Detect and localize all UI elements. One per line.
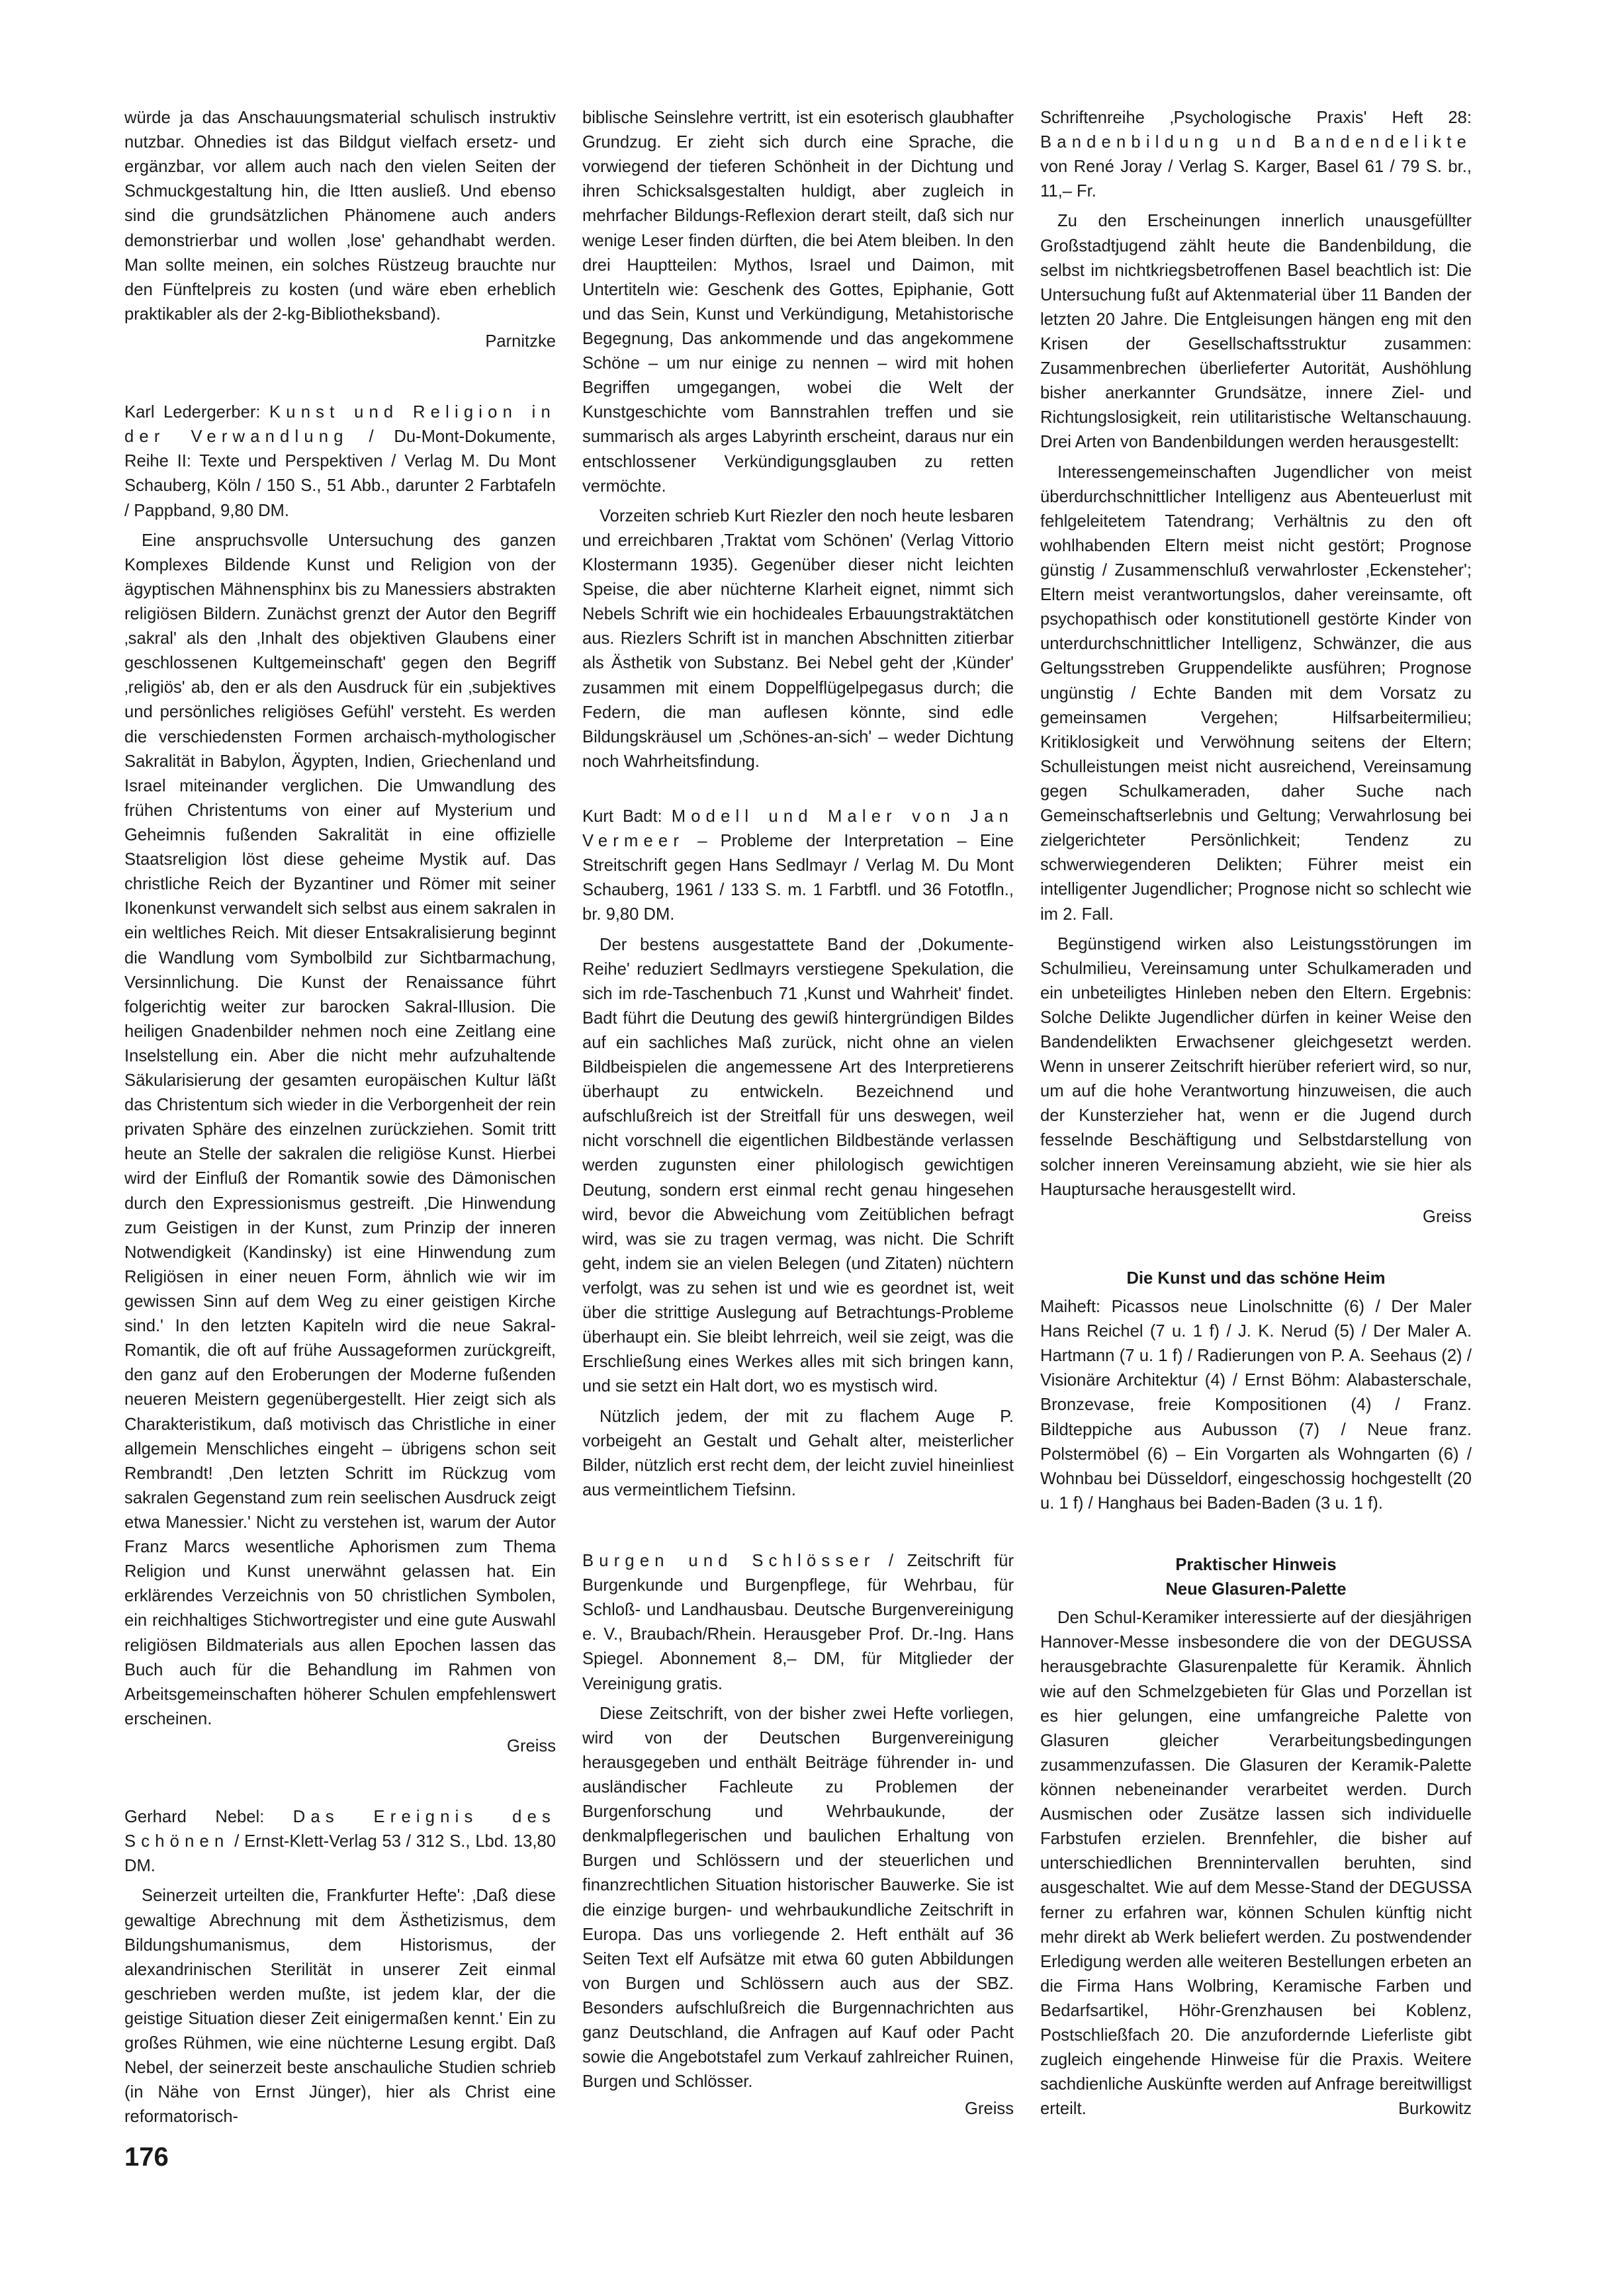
review-book-title: Kunst und Religion in der Verwandlung — [124, 403, 556, 447]
review-nebel-continued — [582, 106, 1014, 774]
review-paragraph: Diese Zeitschrift, von der bisher zwei Hefte vorliegen, wird von der Deutschen Burgenvereinigung herausgegeben und enthält Beiträge führender in- und ausländischer Fachleute zu Problemen der Burgenforschung und Wehrbaukunde, der denkmalpflegerischen und baulichen Erhaltung von Burgen und Schlössern und der steuerlichen und finanzrechtlichen Situation historischer Bauwerke. Sie ist die einzige burgen- und wehrbaukundliche Zeitschrift in Europa. Das uns vorliegende 2. Heft enthält auf 36 Seiten Text elf Aufsätze mit etwa 60 guten Abbildungen von Burgen und Schlössern auch aus der SBZ. Besonders aufschlußreich die Burgennachrichten aus ganz Deutschland, die Anfragen auf Kauf oder Pacht sowie die Angebotstafel zum Verkauf zahlreicher Ruinen, Burgen und Schlösser. — [582, 1704, 1014, 2092]
column-right — [1040, 106, 1472, 2159]
section-glasuren-palette — [1040, 1553, 1472, 2122]
review-ledergerber — [124, 400, 556, 1759]
section-paragraph — [1040, 1606, 1472, 2121]
review-signature: Greiss — [507, 1737, 556, 1755]
review-series: Schriftenreihe ‚Psychologische Praxis' Heft 28: — [1040, 109, 1472, 127]
review-paragraph: biblische Seinslehre vertritt, ist ein esoterisch glaubhafter Grundzug. Er zieht sich durch eine Sprache, die vorwiegend der tieferen Schönheit in der Dichtung und ihren Schicksalsgestalten huldigt, aber zugleich in mehrfacher Bildungs-Reflexion derart steilt, daß sich nur wenige Leser finden dürften, die bei Atem bleiben. In den drei Hauptteilen: Mythos, Israel und Daimon, mit Untertiteln wie: Geschenk des Gottes, Epiphanie, Gott und das Sein, Kunst und Verkündigung, Metahistorische Begegnung, Das ankommende und das angekommene Schöne – um nur einige zu nennen – wird mit hohen Begriffen umgegangen, wobei die Welt der Kunstgeschichte vom Bannstrahlen treffen und sie summarisch als arges Labyrinth erscheint, daraus nur ein entschlossener Verkündigungsglauben zu retten vermöchte. — [582, 109, 1014, 496]
section-heading: Die Kunst und das schöne Heim — [1126, 1268, 1386, 1288]
review-signature: Parnitzke — [485, 331, 556, 351]
page-number: 176 — [124, 2142, 169, 2172]
review-signature: Greiss — [965, 2099, 1014, 2119]
review-book-title: Das Ereignis des Schönen — [124, 1808, 556, 1851]
review-paragraph: Interessengemeinschaften Jugendlicher von meist überdurchschnittlicher Intelligenz aus Abenteuerlust mit fehlgeleitetem Tatendrang; Verhältnis zu den oft wohlhabenden Eltern meist nicht gestört; Prognose günstig / Zusammenschluß verwahrloster ‚Eckensteher'; Eltern meist verantwortungslos, daher vereinsamte, oft psychopathisch oder konstitutionell gestörte Kinder von unterdurchschnittlicher Intelligenz, Schwänzer, die aus Geltungsstreben Gruppendelikte ausführen; Prognose ungünstig / Echte Banden mit dem Vorsatz zu gemeinsamen Vergehen; Hilfsarbeitermilieu; Kritiklosigkeit und Verwöhnung seitens der Eltern; Schulleistungen meist nicht ausreichend, Vereinsamung gegen Schulkameraden, daher Suche nach Gemeinschaftserlebnis und Geltung; Verwahrlosung bei zielgerichteter Persönlichkeit; Tendenz zu schwerwiegenderen Delikten; Führer meist ein intelligenter Jugendlicher; Prognose nicht so schlecht wie im 2. Fall. — [1040, 463, 1472, 924]
review-citation — [124, 1805, 556, 1878]
review-nebel — [124, 1805, 556, 2129]
review-bandenbildung — [1040, 106, 1472, 1229]
review-paragraph-text: Nützlich jedem, der mit zu flachem Auge vorbeigeht an Gestalt und Gehalt alter, meisterlicher Bilder, nützlich erst recht dem, der leicht zuviel hineinliest aus vermeintlichem Tiefsinn. — [582, 1407, 1014, 1499]
review-paragraph: Eine anspruchsvolle Untersuchung des ganzen Komplexes Bildende Kunst und Religion von der ägyptischen Mähnensphinx bis zu Manessiers abstrakten religiösen Bildern. Zunächst grenzt der Autor den Begriff ‚sakral' als den ‚Inhalt des objektiven Glaubens einer geschlossenen Kultgemeinschaft' gegen den Begriff ‚religiös' ab, den er als den Ausdruck für ein ‚subjektives und persönliches religiöses Gefühl' versteht. Es werden die verschiedensten Formen archaisch-mythologischer Sakralität in Babylon, Ägypten, Indien, Griechenland und Israel miteinander verglichen. Die Umwandlung des frühen Christentums von einer auf Mysterium und Geheimnis fußenden Sakralität in eine offizielle Staatsreligion löst diese geheime Mystik auf. Das christliche Reich der Byzantiner und Römer mit seiner Ikonenkunst verwandelt sich selbst aus einem sakralen in ein weltliches Reich. Mit dieser Entsakralisierung beginnt die Wandlung vom Symbolbild zur Sichtbarmachung, Versinnlichung. Die Kunst der Renaissance führt folgerichtig weiter zur barocken Sakral-Illusion. Die heiligen Gnadenbilder nehmen noch eine Zeitlang eine Inselstellung ein. Aber die nicht mehr aufzuhaltende Säkularisierung der gesamten europäischen Kultur läßt das Christentum sich wieder in die Verborgenheit der rein privaten Sphäre des einzelnen zurückziehen. Somit tritt heute an Stelle der sakralen die religiöse Kunst. Hierbei wird der Einfluß der Romantik sowie des Dämonischen durch den Expressionismus gestreift. ‚Die Hinwendung zum Geistigen in der Kunst, zum Prinzip der inneren Notwendigkeit (Kandinsky) ist eine Hinwendung zum Religiösen in einer neuen Form, ähnlich wie wir im gewissen Sinn auf dem Weg zu einer geistigen Kirche sind.' In den letzten Kapiteln wird die neue Sakral-Romantik, die oft auf frühe Aussageformen zurückgreift, den ganz auf den Eroberungen der Moderne fußenden neueren Meistern gegenübergestellt. Hier zeigt sich als Charakteristikum, daß motivisch das Christliche in einer allgemein Menschliches eingeht – übrigens schon seit Rembrandt! ‚Den letzten Schritt im Rückzug vom sakralen Gegenstand zum rein seelischen Ausdruck zeigt etwa Manessier.' Nicht zu verstehen ist, warum der Autor Franz Marcs wesentliche Aphorismen zum Thema Religion und Kunst unerwähnt gelassen hat. Ein erklärendes Verzeichnis von 50 christlichen Symbolen, ein reichhaltiges Stichwortregister und eine gute Auswahl religiösen Bildmaterials aus allen Epochen lassen das Buch auch für die Behandlung im Rahmen von Arbeitsgemeinschaften höherer Schulen empfehlenswert erscheinen. — [124, 531, 556, 1728]
review-citation — [582, 1549, 1014, 1697]
review-publication-details: / Ernst-Klett-Verlag 53 / 312 S., Lbd. 13,80 DM. — [124, 1832, 556, 1876]
review-signature: P. — [1000, 1407, 1014, 1426]
review-citation — [1040, 106, 1472, 204]
section-paragraph-text: Den Schul-Keramiker interessierte auf der diesjährigen Hannover-Messe insbesondere die von der DEGUSSA herausgebrachte Glasurenpalette für Keramik. Ähnlich wie auf den Schmelzgebieten für Glas und Porzellan ist es hier gelungen, eine umfangreiche Palette von Glasuren gleicher Verarbeitungsbedingungen zusammenzufassen. Die Glasuren der Keramik-Palette können nebeneinander verarbeitet werden. Durch Ausmischen oder Zusätze lassen sich individuelle Farbstufen erzielen. Brennfehler, die bisher auf unterschiedlichen Brennintervallen beruhten, sind ausgeschaltet. Wie auf dem Messe-Stand der DEGUSSA ferner zu erfahren war, können Schulen künftig nicht mehr direkt ab Werk beliefert werden. Zu postwendender Erledigung werden alle weiteren Bestellungen erbeten an die Firma Hans Wolbring, Keramische Farben und Bedarfsartikel, Höhr-Grenzhausen bei Koblenz, Postschließfach 20. Die anzufordernde Lieferliste gibt zugleich eingehende Hinweise für die Praxis. Weitere sachdienliche Auskünfte werden auf Anfrage bereitwilligst erteilt. — [1040, 1609, 1472, 2119]
review-paragraph: Der bestens ausgestattete Band der ‚Dokumente-Reihe' reduziert Sedlmayrs verstiegene Spekulation, die sich im rde-Taschenbuch 71 ‚Kunst und Wahrheit' findet. Badt führt die Deutung des gewiß hintergründigen Bildes auf ein sachliches Maß zurück, nicht ohne an vielen Bildbeispielen die angemessene Art des Interpretierens überhaupt zu entwickeln. Bezeichnend und aufschlußreich ist der Streitfall für uns deswegen, weil nicht vorschnell die eigentlichen Bildbestände verlassen werden zugunsten einer philologisch gewichtigen Deutung, sondern erst einmal recht genau hingesehen wird, bevor die Abweichung vom Zeitüblichen befragt wird, was sie zu tragen vermag, was nicht. Die Schrift geht, indem sie an vielen Belegen (und Zitaten) nüchtern verfolgt, was zu sehen ist und wie es geordnet ist, weit über die strittige Auslegung auf Betrachtungs-Probleme überhaupt ein. Sie bleibt lehrreich, weil sie zeigt, was die Erschließung eines Werkes alles mit sich bringen kann, und sie setzt ein Halt dort, wo es mystisch wird. — [582, 935, 1014, 1396]
review-paragraph: würde ja das Anschauungsmaterial schulisch instruktiv nutzbar. Ohnedies ist das Bildgut vielfach ersetz- und ergänzbar, vor allem auch nach den vielen Seiten der Schmuckgestaltung hin, die Itten ausließ. Und ebenso sind die grundsätzlichen Phänomene auch anders demonstrierbar und wollen ‚lose' gehandhabt werden. Man sollte meinen, ein solches Rüstzeug brauchte nur den Fünftelpreis zu kosten (und wäre eben erheblich praktikabler als der 2-kg-Bibliotheksband). — [124, 109, 556, 324]
review-burgen-und-schloesser — [582, 1549, 1014, 2122]
section-signature: Burkowitz — [1398, 2099, 1472, 2119]
review-paragraph: Zu den Erscheinungen innerlich unausgefüllter Großstadtjugend zählt heute die Bandenbildung, die selbst im nichtkriegsbetroffenen Basel beachtlich ist: Die Untersuchung fußt auf Aktenmaterial über 11 Banden der letzten 20 Jahre. Die Entgleisungen hängen eng mit den Krisen der Gesellschaftsstruktur zusammen: Zusammenbrechen überlieferter Autorität, Aushöhlung bisher anerkannter Grundsätze, innere Ziel- und Richtungslosigkeit, rein utilitaristische Weltanschauung. Drei Arten von Bandenbildungen werden herausgestellt: — [1040, 212, 1472, 452]
review-paragraph: Seinerzeit urteilten die, Frankfurter Hefte': ‚Daß diese gewaltige Abrechnung mit dem Ästhetizismus, dem Bildungshumanismus, dem Historismus, der alexandrinischen Sterilität in unserer Zeit einmal geschrieben werden mußte, ist jedem klar, der die geistige Situation dieser Zeit einigermaßen kennt.' Ein zu großes Rühmen, wie eine nüchterne Lesung ergibt. Daß Nebel, der seinerzeit beste anschauliche Studien schrieb (in Nähe von Ernst Jünger), hier als Christ eine reformatorisch- — [124, 1886, 556, 2127]
review-citation — [124, 400, 556, 523]
review-signature: Greiss — [1423, 1207, 1472, 1226]
review-paragraph: Vorzeiten schrieb Kurt Riezler den noch heute lesbaren und erreichbaren ‚Traktat vom Schönen' (Verlag Vittorio Klostermann 1935). Gegenüber dieser nicht leichten Speise, die aber nüchterne Klarheit eignet, nimmt sich Nebels Schrift wie ein hochideales Erbauungstraktätchen aus. Riezlers Schrift ist in manchen Abschnitten zitierbar als Ästhetik von Substanz. Bei Nebel geht der ‚Künder' zusammen mit einem Doppelflügelpegasus durch; die Federn, die man auflesen könnte, sind edle Bildungskräusel um ‚Schönes-an-sich' – weder Dichtung noch Wahrheitsfindung. — [582, 506, 1014, 771]
section-heading: Praktischer Hinweis — [1175, 1556, 1337, 1575]
column-left — [124, 106, 556, 2176]
section-subheading: Neue Glasuren-Palette — [1165, 1580, 1347, 1599]
review-publication-details: von René Joray / Verlag S. Karger, Basel 61 / 79 S. br., 11,– Fr. — [1040, 157, 1472, 201]
review-paragraph — [582, 1405, 1014, 1503]
section-paragraph: Maiheft: Picassos neue Linolschnitte (6) / Der Maler Hans Reichel (7 u. 1 f) / J. K. Nerud (5) / Der Maler A. Hartmann (7 u. 1 f) / Radierungen von P. A. Seehaus (2) / Visionäre Architektur (4) / Ernst Böhm: Alabasterschale, Bronzevase, freie Kompositionen (4) / Franz. Bildteppiche aus Aubusson (7) / Neue franz. Polstermöbel (6) – Ein Vorgarten als Wohngarten (6) / Wohnbau bei Düsseldorf, eingeschossig hochgestellt (20 u. 1 f) / Hanghaus bei Baden-Baden (3 u. 1 f). — [1040, 1298, 1472, 1513]
review-publication-details: – Probleme der Interpretation – Eine Streitschrift gegen Hans Sedlmayr / Verlag M. Du Mont Schauberg, 1961 / 133 S. m. 1 Farbtfl. und 36 Fototfln., br. 9,80 DM. — [582, 832, 1014, 924]
review-author: Karl Ledergerber: — [124, 403, 269, 422]
review-book-title: Burgen und Schlösser — [582, 1552, 875, 1571]
review-paragraph: Begünstigend wirken also Leistungsstörungen im Schulmilieu, Vereinsamung unter Schulkameraden und ein unbeteiligtes Hinleben neben den Eltern. Ergebnis: Solche Delikte Jugendlicher dürfen in keiner Weise den Bandendelikten Erwachsener gleichgesetzt werden. Wenn in unserer Zeitschrift hierüber referiert wird, so nur, um auf die hohe Verantwortung hinzuweisen, die auch der Kunsterzieher hat, wenn er die Jugend durch fesselnde Beschäftigung und Selbstdarstellung von solcher inneren Vereinsamung abzieht, wie sie hier als Hauptursache herausgestellt wird. — [1040, 934, 1472, 1199]
review-book-title: Bandenbildung und Bandendelikte — [1040, 133, 1472, 152]
review-citation — [582, 805, 1014, 928]
review-publication-details: / Du-Mont-Dokumente, Reihe II: Texte und Perspektiven / Verlag M. Du Mont Schauberg, Köln / 150 S., 51 Abb., darunter 2 Farbtafeln / Pappband, 9,80 DM. — [124, 427, 556, 520]
review-badt — [582, 805, 1014, 1503]
review-publication-details: / Zeitschrift für Burgenkunde und Burgenpflege, für Wehrbau, für Schloß- und Landhausbau. Deutsche Burgenvereinigung e. V., Braubach/Rhein. Herausgeber Prof. Dr.-Ing. Hans Spiegel. Abonnement 8,– DM, für Mitglieder der Vereinigung gratis. — [582, 1552, 1014, 1693]
section-kunst-und-heim — [1040, 1266, 1472, 1516]
review-book-title: Modell und Maler von Jan Vermeer — [582, 807, 1014, 851]
review-author: Gerhard Nebel: — [124, 1808, 293, 1827]
review-itten-continued — [124, 106, 556, 354]
column-middle — [582, 106, 1014, 2168]
review-author: Kurt Badt: — [582, 807, 672, 826]
